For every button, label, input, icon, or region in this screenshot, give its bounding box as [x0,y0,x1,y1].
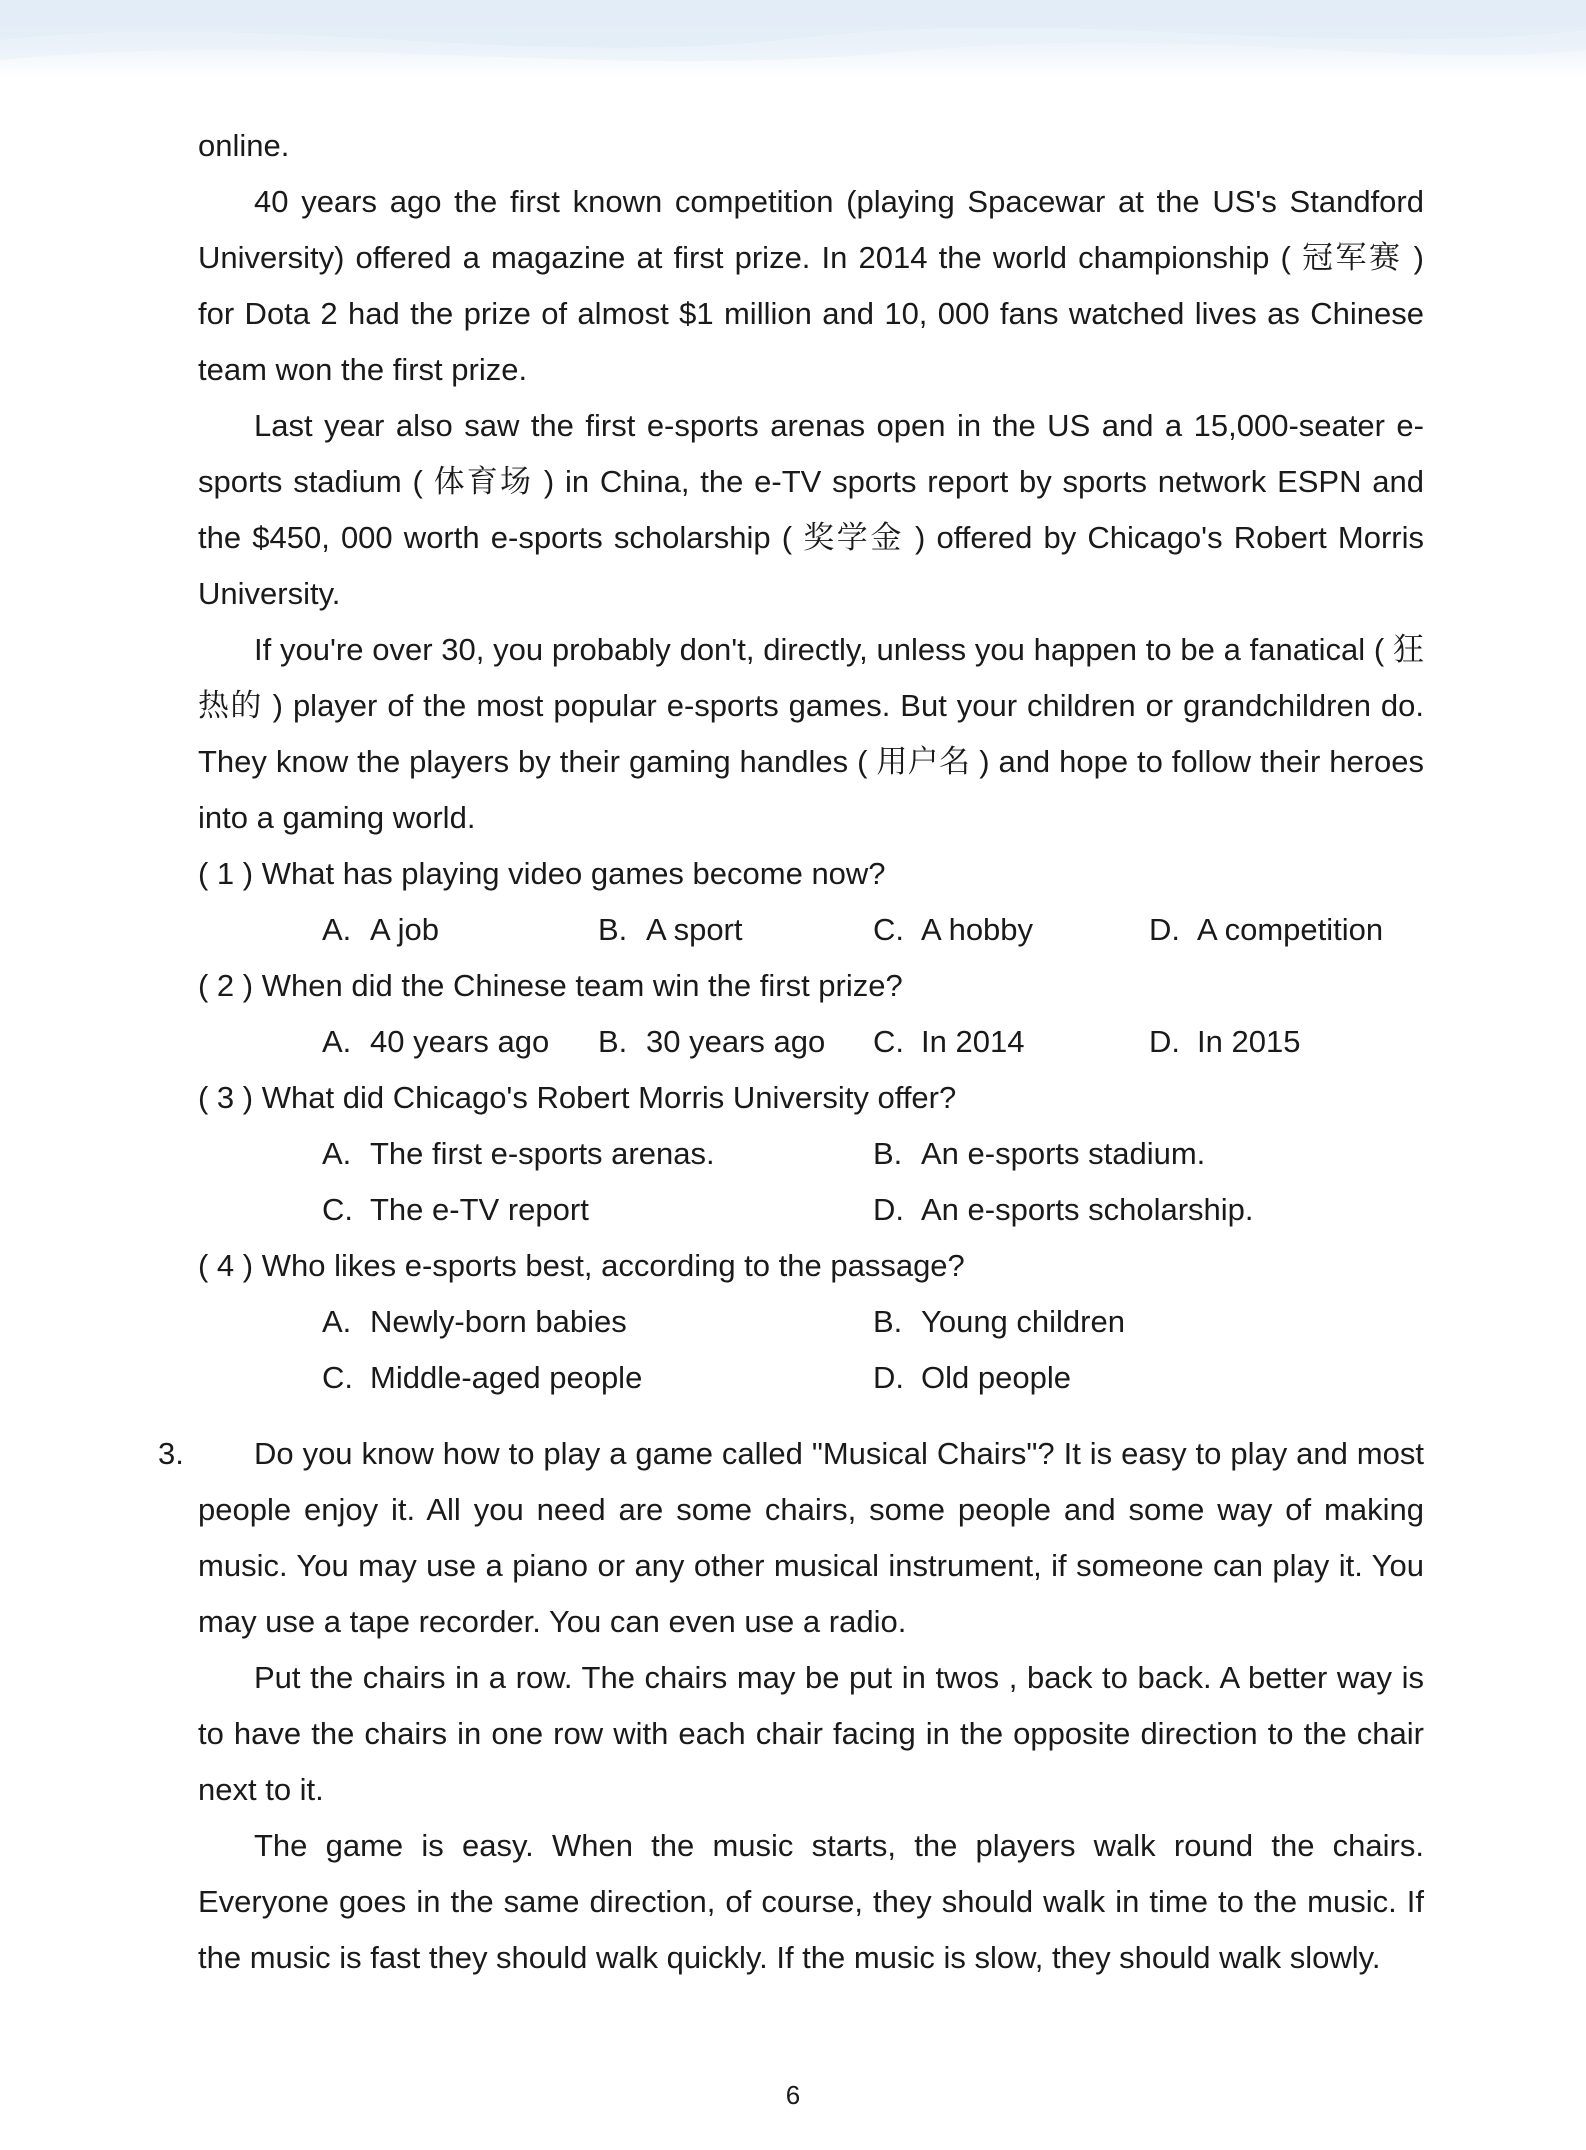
question-2 [198,958,1424,1070]
question-2-option-a[interactable]: A. 40 years ago [322,1024,550,1059]
question-1-option-d[interactable]: D. A competition [1149,912,1384,947]
question-3-options-row-2 [198,1182,1424,1238]
question-3-option-a[interactable]: A. The first e-sports arenas. [322,1136,715,1171]
passage2-paragraph-2: Last year also saw the first e-sports arenas open in the US and a 15,000-seater e-sports stadium ( 体育场 ) in China, the e-TV sports report by sports network ESPN and the $450, 000 worth e-sports scholarship ( 奖学金 ) offered by Chicago's Robert Morris University. [198,408,1424,611]
question-3-text: What did Chicago's Robert Morris University offer? [261,1080,957,1115]
page-content [158,118,1424,1986]
passage-3 [158,1426,1424,1986]
question-3-option-c[interactable]: C. The e-TV report [322,1192,589,1227]
question-4-option-b[interactable]: B. Young children [873,1304,1125,1339]
question-4-stem [198,1238,1424,1294]
question-3-number: ( 3 ) [198,1080,254,1115]
question-2-option-b[interactable]: B. 30 years ago [598,1024,826,1059]
question-3-options-row-1 [198,1126,1424,1182]
header-band [0,0,1586,78]
question-1-options [198,902,1424,958]
question-4-number: ( 4 ) [198,1248,254,1283]
passage2-paragraph-0: online. [198,128,290,163]
passage3-paragraph-3: The game is easy. When the music starts, the players walk round the chairs. Everyone goes in the same direction, of course, they should walk in time to the music. If the music is fast they should walk quickly. If the music is slow, they should walk slowly. [198,1828,1424,1975]
passage-3-number: 3. [158,1436,184,1471]
question-3-option-d[interactable]: D. An e-sports scholarship. [873,1192,1254,1227]
passage2-paragraph-3: If you're over 30, you probably don't, directly, unless you happen to be a fanatical ( 狂热的 ) player of the most popular e-sports games. But your children or grandchildren do. They know the players by their gaming handles ( 用户名 ) and hope to follow their heroes into a gaming world. [198,632,1424,835]
question-2-stem [198,958,1424,1014]
question-4 [198,1238,1424,1406]
question-3-stem [198,1070,1424,1126]
question-3-option-b[interactable]: B. An e-sports stadium. [873,1136,1206,1171]
question-1-option-b[interactable]: B. A sport [598,912,743,947]
question-1-stem [198,846,1424,902]
question-2-options [198,1014,1424,1070]
question-1 [198,846,1424,958]
question-3 [198,1070,1424,1238]
question-4-text: Who likes e-sports best, according to the passage? [261,1248,965,1283]
question-2-number: ( 2 ) [198,968,254,1003]
question-4-options-row-2 [198,1350,1424,1406]
page-number: 6 [785,2080,801,2110]
question-2-text: When did the Chinese team win the first prize? [261,968,903,1003]
question-1-text: What has playing video games become now? [261,856,886,891]
question-1-option-c[interactable]: C. A hobby [873,912,1034,947]
passage2-paragraph-1: 40 years ago the first known competition (playing Spacewar at the US's Standford University) offered a magazine at first prize. In 2014 the world championship ( 冠军赛 ) for Dota 2 had the prize of almost $1 million and 10, 000 fans watched lives as Chinese team won the first prize. [198,184,1424,387]
question-1-option-a[interactable]: A. A job [322,912,439,947]
question-4-option-d[interactable]: D. Old people [873,1360,1071,1395]
question-4-options-row-1 [198,1294,1424,1350]
header-wave-decoration [0,0,1586,78]
passage3-paragraph-1: Do you know how to play a game called "Musical Chairs"? It is easy to play and most people enjoy it. All you need are some chairs, some people and some way of making music. You may use a piano or any other musical instrument, if someone can play it. You may use a tape recorder. You can even use a radio. [198,1436,1424,1639]
question-2-option-d[interactable]: D. In 2015 [1149,1024,1301,1059]
question-1-number: ( 1 ) [198,856,254,891]
question-4-option-a[interactable]: A. Newly-born babies [322,1304,627,1339]
question-4-option-c[interactable]: C. Middle-aged people [322,1360,643,1395]
question-2-option-c[interactable]: C. In 2014 [873,1024,1025,1059]
passage3-paragraph-2: Put the chairs in a row. The chairs may be put in twos , back to back. A better way is to have the chairs in one row with each chair facing in the opposite direction to the chair next to it. [198,1660,1424,1807]
